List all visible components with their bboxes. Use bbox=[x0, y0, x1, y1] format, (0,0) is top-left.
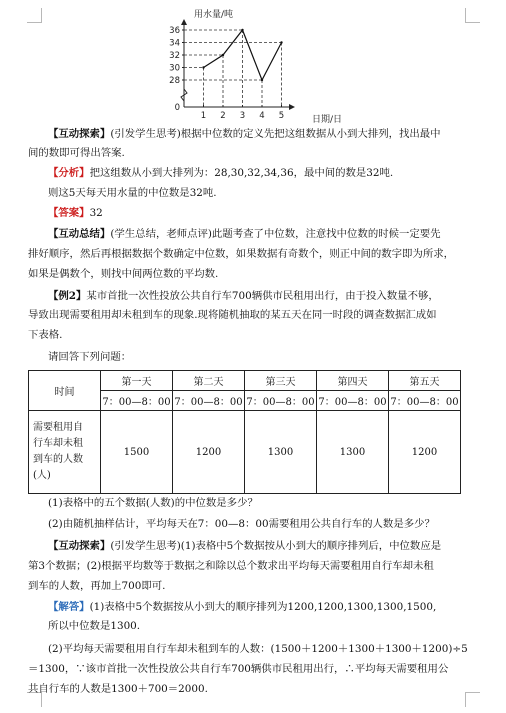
y-axis-label: 用水量/吨 bbox=[194, 10, 234, 20]
value-cell: 1200 bbox=[389, 411, 461, 494]
water-usage-line-chart bbox=[162, 6, 362, 126]
day-name-cell: 第一天 bbox=[101, 371, 173, 391]
example-line-3: 下表格. bbox=[28, 329, 63, 341]
x-tick-label: 3 bbox=[239, 111, 246, 121]
explore-text: (引发学生思考)根据中位数的定义先把这组数据从小到大排列，找出最中 bbox=[110, 128, 441, 140]
explore2-text: (引发学生思考)(1)表格中5个数据按从小到大的顺序排列后，中位数应是 bbox=[110, 540, 442, 552]
time-range-cell: 7：00—8：00 bbox=[173, 391, 245, 411]
value-cell: 1200 bbox=[173, 411, 245, 494]
time-header-cell: 时间 bbox=[29, 371, 101, 411]
solution-text: (1)表格中5个数据按从小到大的顺序排列为1200,1200,1300,1300,1500, bbox=[89, 601, 437, 613]
y-tick-label: 30 bbox=[169, 63, 180, 74]
x-tick-label: 2 bbox=[220, 111, 226, 121]
explore-paragraph-line-1 bbox=[48, 127, 441, 142]
summary-line-3: 如果是偶数个，则找中间两位数的平均数. bbox=[28, 268, 219, 280]
page-corner-mark bbox=[465, 692, 480, 707]
example-line-1 bbox=[48, 289, 439, 304]
day-name-cell: 第五天 bbox=[389, 371, 461, 391]
value-cell: 1500 bbox=[101, 411, 173, 494]
example-line-2: 导致出现需要租用却未租到车的现象.现将随机抽取的某五天在同一时段的调查数据汇成如 bbox=[28, 309, 437, 321]
data-point bbox=[261, 79, 263, 81]
summary-text: (学生总结，老师点评)此题考查了中位数，注意找中位数的时候一定要先 bbox=[110, 228, 441, 240]
summary-tag: 【互动总结】 bbox=[48, 228, 111, 240]
day-name-cell: 第二天 bbox=[173, 371, 245, 391]
question-prompt: 请回答下列问题： bbox=[48, 351, 132, 363]
y-tick-label: 32 bbox=[169, 51, 180, 61]
x-tick-label: 1 bbox=[200, 111, 207, 121]
data-point bbox=[241, 29, 243, 31]
x-tick-label: 5 bbox=[278, 111, 285, 121]
explore-tag: 【互动探索】 bbox=[48, 128, 111, 140]
solution-tag: 【解答】 bbox=[48, 601, 90, 613]
solution-line-4: ＝1300，∵该市首批一次性投放公共自行车700辆供市民租用出行，∴平均每天需要租用公 bbox=[28, 663, 449, 675]
solution-line-1 bbox=[48, 600, 436, 615]
explore2-line-3: 到车的人数，再加上700即可. bbox=[28, 580, 166, 592]
question-2: (2)由随机抽样估计，平均每天在7：00—8：00需要租用公共自行车的人数是多少？ bbox=[48, 518, 435, 530]
value-cell: 1300 bbox=[245, 411, 317, 494]
analysis-text: 把这组数从小到大排列为：28,30,32,34,36，最中间的数是32吨. bbox=[89, 167, 394, 179]
example-text: 某市首批一次性投放公共自行车700辆供市民租用出行，由于投入数量不够， bbox=[86, 290, 439, 302]
explore2-line-1 bbox=[48, 539, 441, 554]
row-label-cell: 需要租用自 行车却未租 到车的人数 (人) bbox=[29, 411, 101, 494]
day-name-cell: 第三天 bbox=[245, 371, 317, 391]
explore2-line-2: 第3个数据；(2)根据平均数等于数据之和除以总个数求出平均每天需要租用自行车却未租 bbox=[28, 560, 434, 572]
day-name-cell: 第四天 bbox=[317, 371, 389, 391]
y-tick-label: 34 bbox=[169, 38, 180, 49]
data-point bbox=[222, 54, 224, 56]
page-corner-mark bbox=[27, 8, 42, 23]
explore2-tag: 【互动探索】 bbox=[48, 540, 111, 552]
summary-line-1 bbox=[48, 227, 441, 242]
summary-line-2: 排好顺序，然后再根据数据个数确定中位数，如果数据有奇数个，则正中间的数字即为所求， bbox=[28, 248, 455, 260]
data-point bbox=[280, 41, 282, 43]
analysis-tag: 【分析】 bbox=[48, 167, 90, 179]
x-axis-arrow bbox=[289, 104, 295, 110]
x-tick-label: 4 bbox=[259, 111, 265, 121]
table-value-row bbox=[29, 411, 461, 494]
answer-line bbox=[48, 206, 103, 221]
answer-value: 32 bbox=[89, 207, 103, 219]
page-corner-mark bbox=[465, 8, 480, 23]
explore-paragraph-line-2: 间的数即可得出答案. bbox=[28, 147, 125, 159]
analysis-line-2: 则这5天每天用水量的中位数是32吨. bbox=[48, 187, 217, 199]
value-cell: 1300 bbox=[317, 411, 389, 494]
time-range-cell: 7：00—8：00 bbox=[317, 391, 389, 411]
solution-line-3: (2)平均每天需要租用自行车却未租到车的人数：(1500＋1200＋1300＋1300＋1200)÷5 bbox=[48, 643, 468, 655]
chart-axes bbox=[181, 19, 295, 110]
answer-tag: 【答案】 bbox=[48, 207, 90, 219]
analysis-line-1 bbox=[48, 166, 393, 181]
y-tick-label: 0 bbox=[174, 103, 180, 113]
solution-line-5: 共自行车的人数是1300＋700＝2000. bbox=[28, 683, 208, 695]
example-tag: 【例2】 bbox=[48, 290, 87, 302]
y-tick-label: 36 bbox=[169, 26, 180, 36]
y-tick-label: 28 bbox=[169, 76, 180, 86]
x-axis-label: 日期/日 bbox=[312, 115, 343, 125]
time-range-cell: 7：00—8：00 bbox=[101, 391, 173, 411]
time-range-cell: 7：00—8：00 bbox=[245, 391, 317, 411]
time-range-cell: 7：00—8：00 bbox=[389, 391, 461, 411]
table-header-row bbox=[29, 371, 461, 391]
survey-data-table bbox=[28, 370, 461, 494]
y-axis-arrow bbox=[181, 19, 187, 25]
question-1: (1)表格中的五个数据(人数)的中位数是多少？ bbox=[48, 497, 258, 509]
data-point bbox=[202, 66, 204, 68]
solution-line-2: 所以中位数是1300. bbox=[48, 620, 141, 632]
